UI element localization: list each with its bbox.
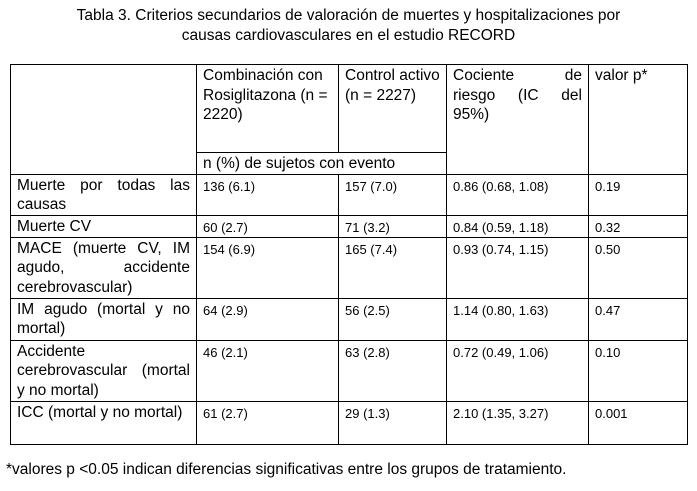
subheader-events: n (%) de sujetos con evento [197, 153, 447, 175]
row-label: Muerte por todas las causas [11, 174, 197, 215]
cell-control: 29 (1.3) [339, 401, 447, 444]
table-row [11, 215, 688, 237]
cell-control: 63 (2.8) [339, 340, 447, 401]
cell-p-value: 0.19 [589, 174, 688, 215]
cell-hazard-ratio: 0.72 (0.49, 1.06) [447, 340, 589, 401]
cell-rosiglitazone: 64 (2.9) [197, 298, 339, 340]
row-label: Accidente cerebrovascular (mortal y no mortal) [11, 340, 197, 401]
table-row [11, 401, 688, 444]
cell-p-value: 0.10 [589, 340, 688, 401]
table-row [11, 298, 688, 340]
cell-rosiglitazone: 60 (2.7) [197, 215, 339, 237]
cell-hazard-ratio: 1.14 (0.80, 1.63) [447, 298, 589, 340]
row-label: ICC (mortal y no mortal) [11, 401, 197, 444]
table-row [11, 174, 688, 215]
cell-hazard-ratio: 0.84 (0.59, 1.18) [447, 215, 589, 237]
cell-rosiglitazone: 154 (6.9) [197, 237, 339, 298]
cell-p-value: 0.47 [589, 298, 688, 340]
cell-control: 71 (3.2) [339, 215, 447, 237]
cell-control: 56 (2.5) [339, 298, 447, 340]
title-line-1: Tabla 3. Criterios secundarios de valoración de muertes y hospitalizaciones por [76, 7, 621, 24]
cell-control: 157 (7.0) [339, 174, 447, 215]
table-title [0, 6, 697, 46]
cell-rosiglitazone: 61 (2.7) [197, 401, 339, 444]
cell-p-value: 0.50 [589, 237, 688, 298]
footnote: *valores p <0.05 indican diferencias significativas entre los grupos de tratamiento. [6, 461, 567, 478]
cell-p-value: 0.001 [589, 401, 688, 444]
row-label: MACE (muerte CV, IM agudo, accidente cerebrovascular) [11, 237, 197, 298]
cell-p-value: 0.32 [589, 215, 688, 237]
cell-control: 165 (7.4) [339, 237, 447, 298]
table-row [11, 237, 688, 298]
cell-hazard-ratio: 0.93 (0.74, 1.15) [447, 237, 589, 298]
header-rosiglitazone: Combinación con Rosiglitazona (n = 2220) [197, 65, 339, 153]
results-table [10, 64, 688, 445]
row-label: IM agudo (mortal y no mortal) [11, 298, 197, 340]
header-empty-cell [11, 65, 197, 175]
header-row [11, 65, 688, 153]
title-line-2: causas cardiovasculares en el estudio RECORD [181, 27, 516, 44]
cell-rosiglitazone: 46 (2.1) [197, 340, 339, 401]
table-row [11, 340, 688, 401]
header-control: Control activo (n = 2227) [339, 65, 447, 153]
cell-rosiglitazone: 136 (6.1) [197, 174, 339, 215]
header-hazard-ratio: Cociente de riesgo (IC del 95%) [447, 65, 589, 175]
cell-hazard-ratio: 2.10 (1.35, 3.27) [447, 401, 589, 444]
cell-hazard-ratio: 0.86 (0.68, 1.08) [447, 174, 589, 215]
row-label: Muerte CV [11, 215, 197, 237]
header-p-value: valor p* [589, 65, 688, 175]
